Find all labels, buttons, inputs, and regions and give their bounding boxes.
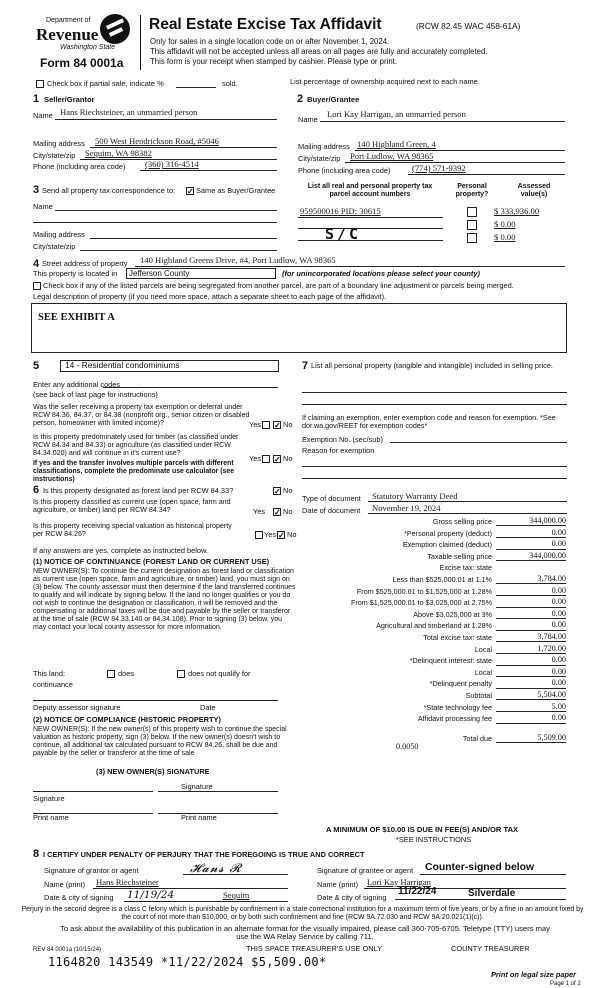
calc-label-2: Exemption claimed (deduct) — [402, 540, 492, 550]
assessed-value-2[interactable]: $ 0.00 — [494, 219, 516, 229]
ownership-note: List percentage of ownership acquired next to each name. — [290, 77, 480, 86]
seller-name-label: Name — [33, 111, 53, 120]
grantor-name-line — [93, 888, 288, 889]
county-treasurer: COUNTY TREASURER — [451, 944, 530, 953]
corr-mail-field[interactable] — [90, 238, 277, 239]
reason-line-2[interactable] — [302, 478, 567, 479]
partial-percent-field[interactable] — [176, 87, 216, 88]
buyer-phone-line — [408, 174, 565, 175]
buyer-city-value[interactable]: Port Ludlow, WA 98365 — [350, 151, 434, 161]
land-label: This land: — [33, 669, 66, 678]
note-1: Only for sales in a single location code on or after November 1, 2024. — [150, 37, 390, 46]
form-title: Real Estate Excise Tax Affidavit — [149, 16, 382, 33]
seller-phone-value[interactable]: (360) 316-4514 — [145, 159, 199, 169]
sec6-q1-no-checkbox[interactable]: ✓ — [274, 487, 281, 496]
buyer-number: 2 — [297, 93, 304, 105]
countersigned-note: Counter-signed below — [425, 862, 535, 873]
calc-label-10: Total excise tax: state — [423, 633, 492, 642]
calc-value-12[interactable]: 0.00 — [496, 655, 566, 665]
grantor-name-value[interactable]: Hans Riechsteiner — [96, 877, 159, 887]
sec5-q1-yes-checkbox[interactable] — [262, 421, 270, 429]
legal-label: Legal description of property (if you need more space, attach a separate sheet to each page of the affidavit). — [33, 292, 387, 301]
deputy-date-label: Date — [200, 703, 216, 712]
grantor-signature-icon: 𝓗𝓪𝓷𝓼 𝓡 — [190, 861, 242, 875]
seller-mail-label: Mailing address — [33, 139, 85, 148]
calc-label-6: From $525,000.01 to $1,525,000 at 1.28% — [356, 586, 492, 596]
calc-value-14[interactable]: 0.00 — [496, 678, 566, 688]
page-number: Page 1 of 2 — [550, 981, 581, 987]
calc-value-7[interactable]: 0.00 — [496, 597, 566, 607]
codes-label: Enter any additional codes — [33, 380, 121, 389]
calc-label-17: Affidavit processing fee — [417, 714, 492, 724]
street-line — [135, 266, 565, 267]
continuance-label: continuance — [33, 680, 73, 689]
sec8-number: 8 — [33, 848, 40, 860]
calc-value-16[interactable]: 5.00 — [496, 702, 566, 712]
dor-logo-icon — [100, 14, 130, 44]
sec6-number: 6 — [33, 484, 40, 496]
calc-label-0: Gross selling price — [432, 517, 492, 526]
grantee-date-value[interactable]: 11/22/24 — [398, 886, 437, 897]
calc-label-4: Excise tax: state — [439, 563, 492, 573]
grantor-date-label: Date & city of signing — [44, 893, 114, 902]
perjury-note — [20, 906, 585, 921]
receipt-stamp: 1164820 143549 *11/22/2024 $5,509.00* — [48, 955, 327, 969]
reason-label: Reason for exemption — [302, 446, 375, 455]
sec5-q2-no-checkbox[interactable]: ✓ — [274, 455, 281, 464]
does-checkbox[interactable] — [107, 670, 115, 678]
n2-title: (2) NOTICE OF COMPLIANCE (HISTORIC PROPERTY) — [33, 715, 221, 724]
owner-sig-2[interactable] — [158, 791, 278, 792]
doc-type-label: Type of document — [302, 494, 361, 503]
legal-description-value: SEE EXHIBIT A — [38, 312, 115, 323]
owner-sig-1[interactable] — [33, 791, 153, 792]
parcel-line-3 — [298, 240, 443, 241]
header-divider — [140, 15, 141, 70]
parcel-line-2 — [298, 228, 443, 229]
calc-value-1[interactable]: 0.00 — [496, 528, 566, 538]
buyer-name-line — [320, 121, 565, 122]
sec6-q2-no-label: No — [283, 507, 293, 516]
n1-body: NEW OWNER(S): To continue the current designation as forest land or classification as current use (open space, farm and agriculture, or timber) land, you must sign on (3) below. The county assessor must then determine if the land transferred continues to qualify and will indicate by signing below. If the land no longer qualifies or you do not wish to continue the designation or classification, it will be removed and the compensating or additional taxes will be due and payable by the seller or transferor at the time of sale (RCW 84.33.140 or 84.34.108). Prior to signing (3) below, you may contact your local county assessor for more information. — [33, 568, 296, 631]
sig-label-2: Signature — [181, 782, 213, 791]
codes-note: (see back of last page for instructions) — [33, 390, 158, 399]
buyer-name-value[interactable]: Lori Kay Harrigan, an unmarried person — [327, 109, 466, 119]
note-2: This affidavit will not be accepted unless all areas on all pages are fully and accurately completed. — [150, 47, 488, 56]
doc-date-label: Date of document — [302, 506, 361, 515]
buyer-name-label: Name — [298, 115, 318, 124]
calc-label-13: Local — [474, 667, 492, 677]
sec6-q1-no-label: No — [283, 486, 293, 495]
sec5-q2-yes-checkbox[interactable] — [262, 455, 270, 463]
access-note: To ask about the availability of this publication in an alternate format for the visually impaired, please call 360-705-6705. Teletype (TTY) users may use the WA Relay Service by calling 711. — [60, 924, 550, 942]
corr-mail-label: Mailing address — [33, 230, 85, 239]
sec5-q2b: If yes and the transfer involves multiple parcels with different classifications, complete the predominate use calculator (see instructions) — [33, 460, 235, 483]
sec7-number: 7 — [302, 360, 309, 372]
sec6-q3-no-label: No — [287, 530, 297, 539]
sec6-q3-yes-label: Yes — [264, 530, 277, 539]
personal-property-checkbox-1[interactable] — [467, 207, 477, 217]
reason-line-1[interactable] — [302, 466, 567, 467]
buyer-phone-label: Phone (including area code) — [298, 166, 391, 175]
seller-phone-line — [140, 170, 277, 171]
doc-date-value[interactable]: November 19, 2024 — [372, 503, 441, 513]
land-use-select[interactable]: 14 - Residential condominiums — [60, 360, 279, 372]
calc-label-16: *State technology fee — [423, 702, 492, 712]
revenue-wordmark: Revenue — [36, 25, 99, 44]
assessed-heading: Assessed value(s) — [517, 183, 551, 199]
calc-label-9: Agricultural and timberland at 1.28% — [376, 621, 492, 631]
calc-value-11[interactable]: 1,720.00 — [496, 644, 566, 654]
buyer-mail-label: Mailing address — [298, 142, 350, 151]
seller-heading: Seller/Grantor — [44, 95, 95, 104]
note-3: This form is your receipt when stamped by cashier. Please type or print. — [150, 57, 398, 66]
calc-value-5[interactable]: 3,784.00 — [496, 574, 566, 584]
exempt-no-label: Exemption No. (sec/sub) — [302, 435, 383, 444]
grantee-name-line — [364, 888, 566, 889]
grantee-name-value[interactable]: Lori Kay Harrigan — [367, 877, 431, 887]
calc-value-6[interactable]: 0.00 — [496, 586, 566, 596]
calc-label-1: *Personal property (deduct) — [404, 528, 492, 538]
same-as-buyer-checkbox[interactable]: ✓ — [187, 187, 194, 196]
does-label: does — [118, 669, 135, 678]
calc-label-11: Local — [474, 644, 492, 654]
calc-value-3[interactable]: 344,000.00 — [496, 551, 566, 561]
grantee-date-label: Date & city of signing — [317, 893, 387, 902]
sec7-label: List all personal property (tangible and intangible) included in selling price. — [311, 361, 553, 370]
grantee-name-label: Name (print) — [317, 880, 359, 889]
doc-type-line — [368, 501, 567, 502]
corr-label: Send all property tax correspondence to: — [42, 186, 176, 195]
rev-number: REV 84 0001a (10/15/24) — [33, 947, 102, 953]
sec5-q2a: Is this property predominately used for timber (as classified under RCW 84.34 and 84.33) or agriculture (as classified under RCW 84.34.020) and will continue in it's current use? — [33, 433, 239, 458]
sec6-q1: Is this property designated as forest land per RCW 84.33? — [43, 486, 234, 495]
calc-label-18: Total due — [462, 733, 492, 743]
treasurer-use: THIS SPACE TREASURER'S USE ONLY — [246, 944, 383, 953]
exempt-no-field[interactable] — [390, 442, 567, 443]
county-note: (for unincorporated locations please select your county) — [282, 269, 480, 278]
sec5-q1-yes-label: Yes — [249, 420, 262, 429]
segregated-label: Check box if any of the listed parcels are being segregated from another parcel, are part of a boundary line adjustment or parcels being merged. — [43, 281, 514, 290]
calc-value-2[interactable]: 0.00 — [496, 539, 566, 549]
corr-city-label: City/state/zip — [33, 242, 76, 251]
calc-value-17[interactable]: 0.00 — [496, 713, 566, 723]
does-not-checkbox[interactable] — [177, 670, 185, 678]
doc-date-line — [368, 513, 567, 514]
sec6-q3: Is this property receiving special valuation as historical property per RCW 84.26? — [33, 522, 232, 539]
sig-label-1: Signature — [33, 794, 65, 803]
sec5-number: 5 — [33, 360, 40, 372]
corr-city-field[interactable] — [80, 250, 277, 251]
sec5-q1-no-checkbox[interactable]: ✓ — [274, 421, 281, 430]
calc-value-18[interactable]: 5,509.00 — [496, 733, 566, 743]
seller-city-label: City/state/zip — [33, 151, 76, 160]
parcel-line-1 — [298, 217, 443, 218]
does-not-label: does not qualify for — [188, 669, 251, 678]
county-select[interactable]: Jefferson County — [126, 268, 276, 279]
form-id: Form 84 0001a — [40, 56, 124, 70]
sec6-q3-no-checkbox[interactable]: ✓ — [278, 531, 285, 540]
sec5-q2-yes-label: Yes — [249, 454, 262, 463]
citation: (RCW 82.45 WAC 458-61A) — [416, 21, 521, 31]
sig-grantor-label: Signature of grantor or agent — [44, 866, 139, 875]
parcels-heading: List all real and personal property tax parcel account numbers — [307, 183, 433, 199]
calc-label-12: *Delinquent interest: state — [409, 656, 492, 666]
buyer-phone-value[interactable]: (774) 571-9392 — [412, 163, 466, 173]
seller-city-value[interactable]: Sequim, WA 98382 — [85, 148, 152, 158]
sec6-q2-no-checkbox[interactable]: ✓ — [274, 508, 281, 517]
calc-label-7: From $1,525,000.01 to $3,025,000 at 2.75% — [350, 598, 492, 608]
print-label-1: Print name — [33, 813, 69, 822]
sec6-q3-yes-checkbox[interactable] — [255, 531, 263, 539]
corr-extra-line — [33, 222, 277, 223]
sig-grantee-label: Signature of grantee or agent — [317, 866, 414, 875]
buyer-city-label: City/state/zip — [298, 154, 341, 163]
street-value[interactable]: 140 Highland Greens Drive, #4, Port Ludlow, WA 98365 — [140, 255, 336, 265]
perjury-text: Perjury in the second degree is a class C felony which is punishable by confinement in a state correctional institution for a maximum term of five years, or by a fine in an amount fixed by the court of not more than $10,000, or by both such confinement and fine (RCW 9A.72.030 and RCW 9A.20.021(1)(c)). — [21, 906, 584, 921]
calc-label-5: Less than $525,000.01 at 1.1% — [392, 575, 492, 584]
see-instructions: *SEE INSTRUCTIONS — [396, 835, 472, 844]
dept-line: Department of — [46, 17, 91, 24]
corr-name-field[interactable] — [55, 210, 277, 211]
seller-number: 1 — [33, 93, 40, 105]
certify-text: I CERTIFY UNDER PENALTY OF PERJURY THAT THE FOREGOING IS TRUE AND CORRECT — [43, 850, 365, 859]
grantee-city-value[interactable]: Silverdale — [468, 888, 516, 899]
personal-property-checkbox-2[interactable] — [467, 220, 477, 230]
grantee-date-line — [395, 899, 566, 900]
min-note: A MINIMUM OF $10.00 IS DUE IN FEE(S) AND/OR TAX — [326, 825, 519, 834]
segregated-checkbox[interactable] — [33, 282, 41, 290]
seller-name-line — [55, 119, 277, 120]
sec6-note: If any answers are yes, complete as instructed below. — [33, 546, 208, 555]
calc-label-8: Above $3,025,000 at 3% — [413, 609, 492, 619]
calc-value-9[interactable]: 0.00 — [496, 620, 566, 630]
local-rate: 0.0050 — [396, 742, 419, 751]
street-label: Street address of property — [42, 259, 128, 268]
personal-property-checkbox-3[interactable] — [467, 233, 477, 243]
seller-mail-value[interactable]: 500 West Hendrickson Road, #5046 — [95, 136, 219, 146]
n2-body: NEW OWNER(S): If the new owner(s) of this property wish to continue the special valuation as historic property, sign (3) below. If the new owner(s) doesn't wish to continue, all additional tax calculated pursuant to RCW 84.26, shall be due and payable by the seller or transferor at the time of sale — [33, 726, 287, 757]
sec6-q2-yes-label: Yes — [253, 507, 266, 516]
n3-title: (3) NEW OWNER(S) SIGNATURE — [96, 767, 210, 776]
calc-value-0[interactable]: 344,000.00 — [496, 516, 566, 526]
exempt-note: If claiming an exemption, enter exemption code and reason for exemption. *See dor.wa.gov/REET for exemption codes* — [302, 413, 556, 431]
sec7-line-2[interactable] — [302, 404, 567, 405]
seller-phone-label: Phone (including area code) — [33, 162, 126, 171]
street-number: 4 — [33, 258, 40, 270]
grantor-city-value[interactable]: Sequim — [223, 890, 250, 900]
parcel-number-1[interactable]: 959500016 PID: 30615 — [300, 206, 381, 216]
sec6-q2: Is this property classified as current use (open space, farm and agriculture, or timber) land per RCW 84.34? — [33, 498, 231, 515]
legal-description-box[interactable] — [31, 303, 567, 353]
corr-number: 3 — [33, 184, 40, 196]
state-line: Washington State — [60, 44, 116, 51]
sc-stamp: S/C — [325, 225, 362, 243]
corr-name-label: Name — [33, 202, 53, 211]
partial-sale-label: Check box if partial sale, indicate % — [47, 79, 164, 88]
grantor-name-label: Name (print) — [44, 880, 86, 889]
sec5-q1: Was the seller receiving a property tax exemption or deferral under RCW 84.36, 84.37, or 84.38 (nonprofit org., senior citizen or disabled person, homeowner with limited income)? — [33, 403, 250, 428]
print-label-2: Print name — [181, 813, 217, 822]
located-label: This property is located in — [33, 269, 118, 278]
sig-grantee-line[interactable] — [420, 874, 566, 875]
doc-type-value[interactable]: Statutory Warranty Deed — [372, 491, 458, 501]
calc-value-15[interactable]: 5,504.00 — [496, 690, 566, 700]
owner-print-2[interactable] — [158, 813, 278, 814]
buyer-heading: Buyer/Grantee — [307, 95, 360, 104]
sold-label: sold. — [222, 79, 238, 88]
grantor-date-value[interactable]: 11/19/24 — [127, 889, 175, 901]
assessed-value-3[interactable]: $ 0.00 — [494, 232, 516, 242]
calc-label-15: Subtotal — [465, 691, 492, 700]
calc-label-3: Taxable selling price — [427, 551, 492, 561]
codes-field[interactable] — [103, 387, 278, 388]
grantor-date-line — [124, 901, 288, 902]
sec7-line-1[interactable] — [302, 392, 567, 393]
n1-title: (1) NOTICE OF CONTINUANCE (FOREST LAND OR CURRENT USE) — [33, 557, 270, 566]
partial-sale-checkbox[interactable] — [36, 80, 44, 88]
calc-value-13[interactable]: 0.00 — [496, 667, 566, 677]
buyer-mail-value[interactable]: 140 Highland Green, 4 — [357, 139, 436, 149]
personal-property-heading: Personal property? — [455, 183, 489, 199]
legal-size-note: Print on legal size paper — [491, 970, 577, 979]
calc-label-14: *Delinquent penalty — [429, 679, 492, 689]
deputy-line[interactable] — [33, 700, 278, 701]
sec5-q1-no-label: No — [283, 420, 293, 429]
seller-name-value[interactable]: Hans Riechsteiner, an unmarried person — [60, 107, 198, 117]
deputy-label: Deputy assessor signature — [33, 703, 121, 712]
same-as-buyer-label: Same as Buyer/Grantee — [196, 186, 276, 195]
sec5-q2-no-label: No — [283, 454, 293, 463]
assessed-value-1[interactable]: $ 333,936.00 — [494, 206, 540, 216]
calc-value-10[interactable]: 3,784.00 — [496, 632, 566, 642]
calc-value-8[interactable]: 0.00 — [496, 609, 566, 619]
